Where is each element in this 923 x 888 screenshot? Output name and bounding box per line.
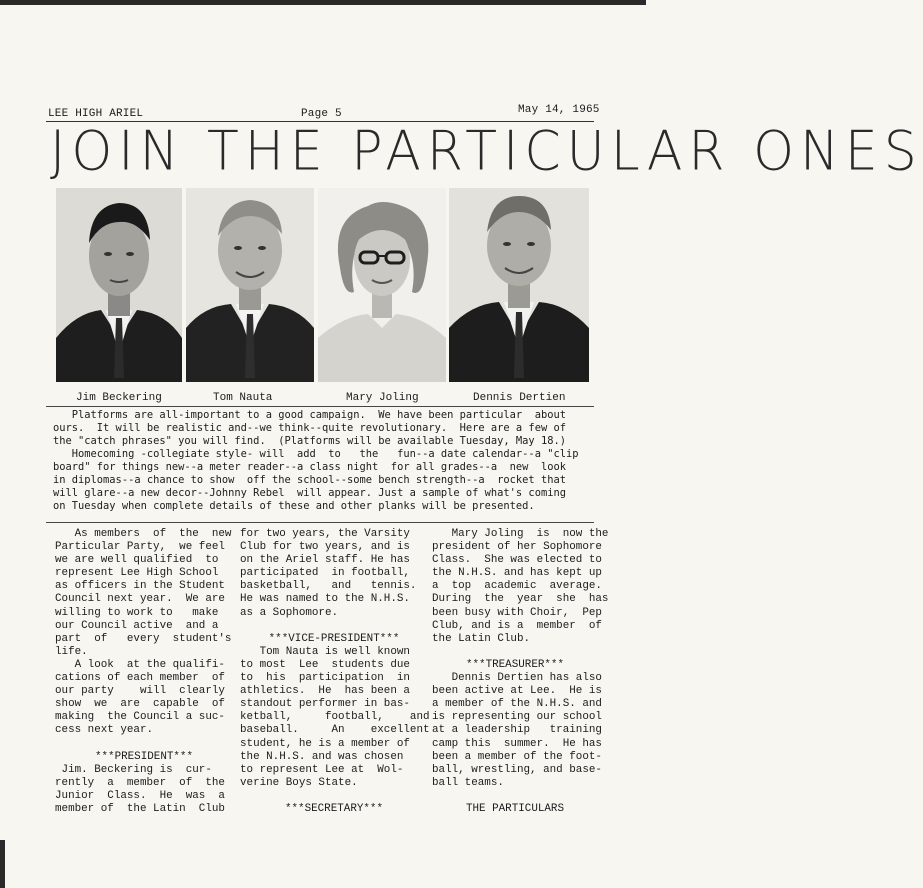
photo-tom-nauta (186, 188, 314, 382)
signoff: THE PARTICULARS (465, 802, 565, 815)
column-3 (432, 528, 609, 816)
caption-dennis-dertien: Dennis Dertien (473, 392, 566, 404)
vice-president-paragraph: Tom Nauta is well known to most Lee students due to his participation in athletics. He has been a standout performer in bas- ketball, football, and baseball. An excellent student, he is a member of the N.H.S. and was chosen to represent Lee at Wol- verine Boys State. (240, 645, 430, 789)
column-1 (55, 528, 233, 816)
president-continued-paragraph: for two years, the Varsity Club for two years, and is on the Ariel staff. He has participated in football, basketball, and tennis. He was named to the N.H.S. as a Sophomore. (240, 528, 417, 619)
president-paragraph: Jim. Beckering is cur- rently a member of the Junior Class. He was a member of the Latin Club (55, 763, 225, 815)
column-2 (240, 528, 428, 816)
secretary-paragraph: Mary Joling is now the president of her Sophomore Class. She was elected to the N.H.S. and has kept up a top academic average. During the year she has been busy with Choir, Pep Club, and is a member of the Latin Club. (432, 528, 609, 645)
headline: JOIN THE PARTICULAR ONES (50, 120, 923, 183)
platform-paragraph: Platforms are all-important to a good campaign. We have been particular about ours. It will be realistic and--we think--quite revolutionary. Here are a few of the "catch phrases" you will find. (Platforms will be available Tuesday, May 18.) Homecoming -collegiate style- will add to the fun--a date calendar--a "clip board" for things new--a meter reader--a class night for all grades--a new look in diplomas--a chance to show off the school--some bench strength--a rocket that will glare--a new decor--Johnny Rebel will appear. Just a sample of what's coming on Tuesday when complete details of these and other planks will be presented. (53, 409, 579, 512)
treasurer-paragraph: Dennis Dertien has also been active at Lee. He is a member of the N.H.S. and is representing our school at a leadership training camp this summer. He has been a member of the foot- ball, wrestling, and base- ball teams. (432, 672, 602, 789)
caption-tom-nauta: Tom Nauta (213, 392, 273, 404)
vice-president-heading: ***VICE-PRESIDENT*** (268, 632, 400, 645)
photo-dennis-dertien (449, 188, 589, 382)
scan-top-edge (0, 0, 646, 5)
issue-date: May 14, 1965 (518, 104, 600, 116)
photo-jim-beckering (56, 188, 182, 382)
platform-rule (46, 522, 594, 523)
page-number: Page 5 (301, 108, 342, 120)
caption-jim-beckering: Jim Beckering (76, 392, 162, 404)
scan-left-edge (0, 840, 5, 888)
caption-mary-joling: Mary Joling (346, 392, 419, 404)
president-heading: ***PRESIDENT*** (94, 750, 194, 763)
intro-paragraph: As members of the new Particular Party, we feel we are well qualified to represent Lee High School as officers in the Student Council next year. We are willing to work to make our Council active and a part of every student's life. A look at the qualifi- cations of each member of our party will clearly show we are capable of making the Council a suc- cess next year. (55, 528, 232, 737)
treasurer-heading: ***TREASURER*** (465, 658, 565, 671)
photo-mary-joling (318, 188, 446, 382)
caption-rule (46, 406, 594, 407)
publication-name: LEE HIGH ARIEL (48, 108, 144, 120)
secretary-heading: ***SECRETARY*** (284, 802, 384, 815)
